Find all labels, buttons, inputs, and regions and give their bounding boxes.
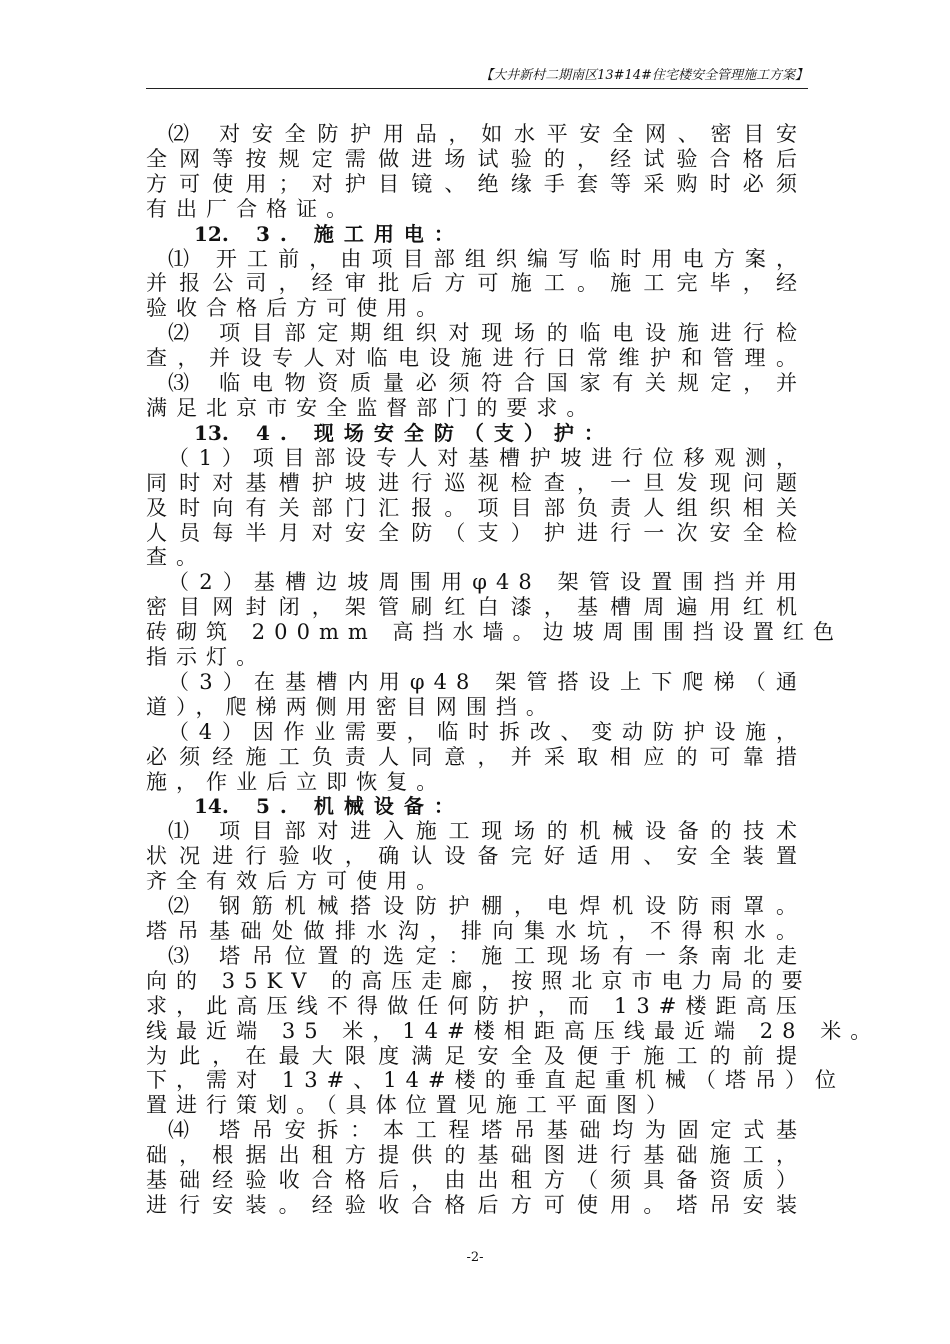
body-line: 指示灯。 bbox=[146, 645, 267, 670]
body-line: ⑶ 塔吊位置的选定：施工现场有一条南北走 bbox=[168, 943, 806, 968]
body-line: ⑵ 对安全防护用品，如水平安全网、密目安 bbox=[168, 122, 806, 146]
body-line: 同时对基槽护坡进行巡视检查，一旦发现问题 bbox=[146, 470, 806, 495]
body-line: 及时向有关部门汇报。项目部负责人组织相关 bbox=[146, 495, 806, 520]
body-line: 砖砌筑 200mm 高挡水墙。边坡周围围挡设置红色 bbox=[146, 620, 844, 645]
body-line: 并报公司，经审批后方可施工。施工完毕，经 bbox=[146, 271, 806, 296]
body-line: 验收合格后方可使用。 bbox=[146, 296, 447, 321]
body-line: 查。 bbox=[146, 545, 207, 570]
body-line: ⑶ 临电物资质量必须符合国家有关规定，并 bbox=[168, 371, 806, 396]
body-line: ⑴ 开工前，由项目部组织编写临时用电方案， bbox=[168, 246, 806, 271]
body-line: 进行安装。经验收合格后方可使用。塔吊安装 bbox=[146, 1192, 806, 1217]
section-heading bbox=[146, 222, 806, 247]
body-line: 人员每半月对安全防（支）护进行一次安全检 bbox=[146, 520, 806, 545]
body-line: ⑷ 塔吊安拆：本工程塔吊基础均为固定式基 bbox=[168, 1118, 806, 1143]
body-line: 齐全有效后方可使用。 bbox=[146, 869, 447, 894]
section-title: 4. 现场安全防（支）护： bbox=[256, 420, 614, 445]
page-header: 【大井新村二期南区13#14#住宅楼安全管理施工方案】 bbox=[146, 64, 808, 89]
document-body bbox=[146, 122, 881, 1218]
body-line: 密目网封闭，架管刷红白漆，基槽周遍用红机 bbox=[146, 595, 806, 620]
body-line: （4）因作业需要，临时拆改、变动防护设施， bbox=[168, 719, 806, 744]
body-line: ⑴ 项目部对进入施工现场的机械设备的技术 bbox=[168, 819, 806, 844]
body-line: 必须经施工负责人同意，并采取相应的可靠措 bbox=[146, 744, 806, 769]
page-number: -2- bbox=[466, 1250, 484, 1265]
section-title: 3. 施工用电： bbox=[256, 221, 464, 246]
section-heading bbox=[146, 794, 806, 819]
body-line: 为此，在最大限度满足安全及便于施工的前提 bbox=[146, 1043, 806, 1068]
section-title: 5. 机械设备： bbox=[256, 794, 464, 819]
section-number: 14. bbox=[194, 794, 229, 819]
body-line: 状况进行验收，确认设备完好适用、安全装置 bbox=[146, 844, 806, 869]
body-line: 基础经验收合格后，由出租方（须具备资质） bbox=[146, 1168, 806, 1193]
section-number: 12. bbox=[194, 221, 229, 246]
body-line: ⑵ 项目部定期组织对现场的临电设施进行检 bbox=[168, 321, 806, 346]
body-line: 置进行策划。（具体位置见施工平面图） bbox=[146, 1093, 677, 1118]
body-line: 方可使用；对护目镜、绝缘手套等采购时必须 bbox=[146, 171, 806, 196]
section-heading bbox=[146, 421, 806, 446]
body-line: 求，此高压线不得做任何防护，而 13#楼距高压 bbox=[146, 993, 806, 1018]
body-line: （3）在基槽内用φ48 架管搭设上下爬梯（通 bbox=[168, 669, 806, 694]
body-line: ⑵ 钢筋机械搭设防护棚，电焊机设防雨罩。 bbox=[168, 894, 806, 919]
body-line: （2）基槽边坡周围用φ48 架管设置围挡并用 bbox=[168, 570, 806, 595]
body-line: 施，作业后立即恢复。 bbox=[146, 769, 447, 794]
body-line: 线最近端 35 米，14#楼相距高压线最近端 28 米。 bbox=[146, 1018, 881, 1043]
body-line: 全网等按规定需做进场试验的，经试验合格后 bbox=[146, 146, 806, 171]
section-number: 13. bbox=[194, 420, 229, 445]
body-line: 满足北京市安全监督部门的要求。 bbox=[146, 395, 597, 420]
body-line: 查，并设专人对临电设施进行日常维护和管理。 bbox=[146, 346, 806, 371]
body-line: 础，根据出租方提供的基础图进行基础施工， bbox=[146, 1143, 806, 1168]
body-line: 向的 35KV 的高压走廊，按照北京市电力局的要 bbox=[146, 968, 812, 993]
body-line: 下，需对 13#、14#楼的垂直起重机械（塔吊）位 bbox=[146, 1068, 846, 1093]
body-line: 道），爬梯两侧用密目网围挡。 bbox=[146, 694, 556, 719]
body-line: （1）项目部设专人对基槽护坡进行位移观测， bbox=[168, 445, 806, 470]
body-line: 有出厂合格证。 bbox=[146, 196, 357, 221]
body-line: 塔吊基础处做排水沟，排向集水坑，不得积水。 bbox=[146, 919, 806, 943]
